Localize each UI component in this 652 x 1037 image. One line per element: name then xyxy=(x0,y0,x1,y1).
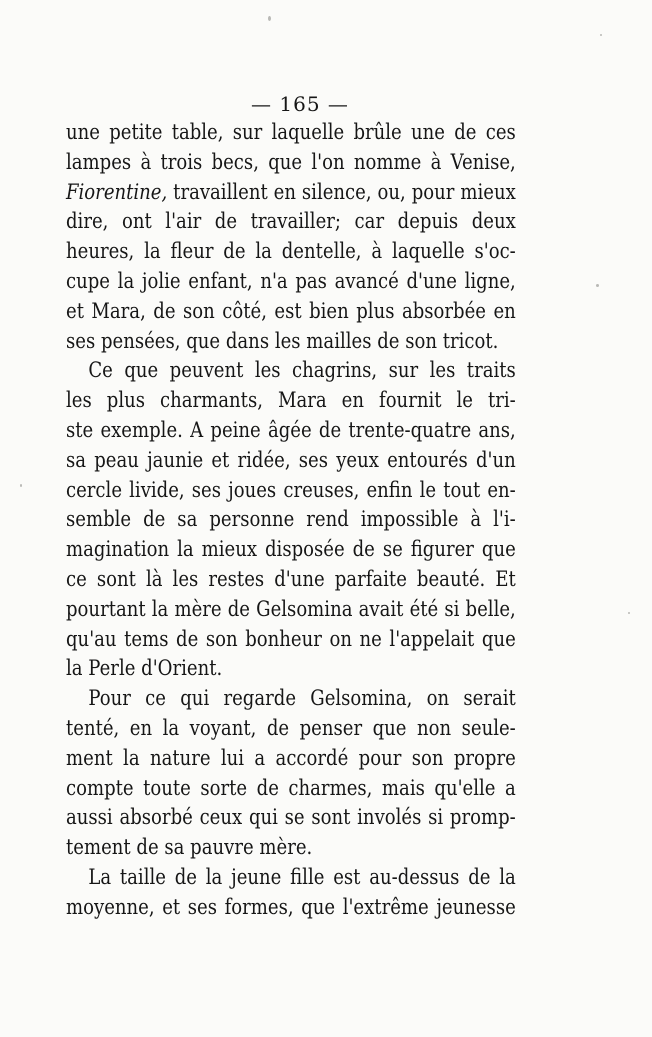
text-segment: tenté, en la voyant, de penser que non seule- xyxy=(66,715,516,740)
text-line xyxy=(66,267,516,297)
text-segment: ste exemple. A peine âgée de trente-quatre ans, xyxy=(66,417,516,442)
text-line xyxy=(66,893,516,923)
text-segment: Pour ce qui regarde Gelsomina, on serait xyxy=(88,686,516,711)
text-line xyxy=(66,714,516,744)
text-segment: et Mara, de son côté, est bien plus absorbée en xyxy=(66,298,516,323)
text-segment: la Perle d'Orient. xyxy=(66,656,223,681)
text-segment: les plus charmants, Mara en fournit le tri- xyxy=(66,388,516,413)
text-line xyxy=(66,833,516,863)
text-segment: compte toute sorte de charmes, mais qu'elle a xyxy=(66,775,516,800)
text-segment: cupe la jolie enfant, n'a pas avancé d'une ligne, xyxy=(66,268,516,293)
paper-speck xyxy=(20,484,22,487)
text-segment: lampes à trois becs, que l'on nomme à Venise, xyxy=(66,149,516,174)
italic-text-segment: Fiorentine, xyxy=(66,179,168,204)
text-line xyxy=(66,148,516,178)
text-line xyxy=(66,416,516,446)
text-segment: Ce que peuvent les chagrins, sur les traits xyxy=(88,358,516,383)
paper-speck xyxy=(600,34,602,36)
text-segment: pourtant la mère de Gelsomina avait été si belle, xyxy=(66,596,516,621)
text-line xyxy=(66,178,516,208)
text-segment: moyenne, et ses formes, que l'extrême jeunesse xyxy=(66,894,516,919)
text-segment: cercle livide, ses joues creuses, enfin le tout en- xyxy=(66,477,516,502)
text-line xyxy=(66,774,516,804)
text-line xyxy=(66,446,516,476)
text-line xyxy=(66,386,516,416)
page-number: — 165 — xyxy=(251,92,349,116)
text-line xyxy=(66,565,516,595)
text-line xyxy=(66,356,516,386)
text-line xyxy=(66,505,516,535)
text-segment: travaillent en silence, ou, pour mieux xyxy=(167,179,516,204)
text-segment: une petite table, sur laquelle brûle une de ces xyxy=(66,120,516,144)
text-segment: heures, la fleur de la dentelle, à laquelle s'oc- xyxy=(66,239,516,264)
text-line xyxy=(66,327,516,357)
text-line xyxy=(66,625,516,655)
text-line xyxy=(66,595,516,625)
text-segment: aussi absorbé ceux qui se sont involés si promp- xyxy=(66,805,516,830)
body-text xyxy=(66,118,516,923)
text-line xyxy=(66,744,516,774)
text-segment: qu'au tems de son bonheur on ne l'appelait que xyxy=(66,626,516,651)
paper-speck xyxy=(596,284,599,287)
text-segment: semble de sa personne rend impossible à l'i- xyxy=(66,507,516,532)
text-segment: La taille de la jeune fille est au-dessus de la xyxy=(88,864,516,889)
text-line xyxy=(66,654,516,684)
text-line xyxy=(66,297,516,327)
text-segment: ce sont là les restes d'une parfaite beauté. Et xyxy=(66,566,516,591)
text-segment: magination la mieux disposée de se figurer que xyxy=(66,537,516,562)
text-line xyxy=(66,207,516,237)
text-line xyxy=(66,803,516,833)
text-segment: sa peau jaunie et ridée, ses yeux entourés d'un xyxy=(66,447,516,472)
text-line xyxy=(66,863,516,893)
text-segment: ses pensées, que dans les mailles de son tricot. xyxy=(66,328,499,353)
text-line xyxy=(66,237,516,267)
text-line xyxy=(66,118,516,148)
paper-speck xyxy=(268,16,271,21)
paper-speck xyxy=(628,612,630,614)
text-line xyxy=(66,476,516,506)
text-line xyxy=(66,535,516,565)
text-line xyxy=(66,684,516,714)
text-segment: ment la nature lui a accordé pour son propre xyxy=(66,745,516,770)
text-segment: tement de sa pauvre mère. xyxy=(66,835,313,860)
text-segment: dire, ont l'air de travailler; car depuis deux xyxy=(66,209,516,234)
